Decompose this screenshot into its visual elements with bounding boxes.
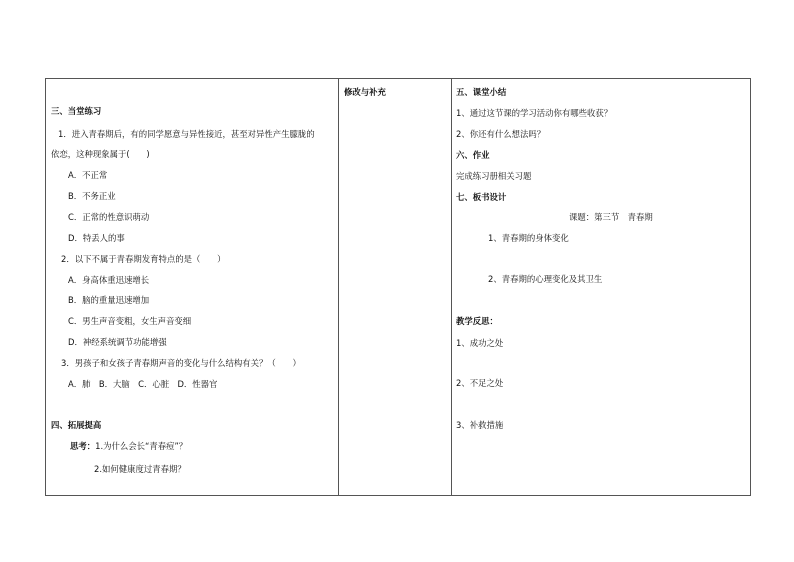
question-1-option-a: A．不正常 <box>68 170 108 180</box>
section-6-title: 六、作业 <box>456 150 490 160</box>
reflection-success: 1、成功之处 <box>456 338 504 348</box>
homework-text: 完成练习册相关习题 <box>456 171 532 181</box>
think-question-2: 2.如何健康度过青春期？ <box>94 464 186 474</box>
summary-column <box>452 79 750 495</box>
reflection-remedy: 3、补救措施 <box>456 420 504 430</box>
question-2-option-c: C．男生声音变粗，女生声音变细 <box>68 316 192 326</box>
summary-question-2: 2、你还有什么想法吗？ <box>456 129 546 139</box>
question-2-option-a: A．身高体重迅速增长 <box>68 275 150 285</box>
think-question-1-text: 1.为什么会长“青春痘”？ <box>95 441 188 451</box>
section-3-title: 三、当堂练习 <box>51 106 102 116</box>
lesson-plan-table <box>45 78 751 496</box>
think-question-1 <box>70 441 187 452</box>
revision-header: 修改与补充 <box>344 87 386 97</box>
question-3: 3．男孩子和女孩子青春期声音的变化与什么结构有关？（ ） <box>61 358 301 368</box>
question-1-option-d: D．特丢人的事 <box>68 233 125 243</box>
question-2-option-d: D．神经系统调节功能增强 <box>68 337 167 347</box>
board-item-2: 2、青春期的心理变化及其卫生 <box>488 274 603 284</box>
question-1-line-1: 1．进入青春期后，有的同学愿意与异性接近，甚至对异性产生朦胧的 <box>58 129 315 139</box>
revision-column <box>339 79 452 495</box>
board-item-1: 1、青春期的身体变化 <box>488 233 569 243</box>
question-1-line-2: 依恋，这种现象属于( ) <box>51 149 150 159</box>
question-1-option-c: C．正常的性意识萌动 <box>68 212 150 222</box>
exercise-column <box>46 79 339 495</box>
summary-question-1: 1、通过这节课的学习活动你有哪些收获？ <box>456 108 613 118</box>
board-title: 课题：第三节 青春期 <box>569 212 653 222</box>
reflection-title: 教学反思： <box>456 316 498 326</box>
question-1-option-b: B．不务正业 <box>68 191 116 201</box>
question-3-options: A．肺 B．大脑 C．心脏 D．性器官 <box>68 379 218 389</box>
section-4-title: 四、拓展提高 <box>51 420 102 430</box>
question-2-option-b: B．脑的重量迅速增加 <box>68 295 150 305</box>
reflection-shortcoming: 2、不足之处 <box>456 378 504 388</box>
section-7-title: 七、板书设计 <box>456 192 507 202</box>
question-2: 2．以下不属于青春期发育特点的是（ ） <box>61 254 226 264</box>
think-label: 思考： <box>70 441 96 451</box>
section-5-title: 五、课堂小结 <box>456 87 507 97</box>
